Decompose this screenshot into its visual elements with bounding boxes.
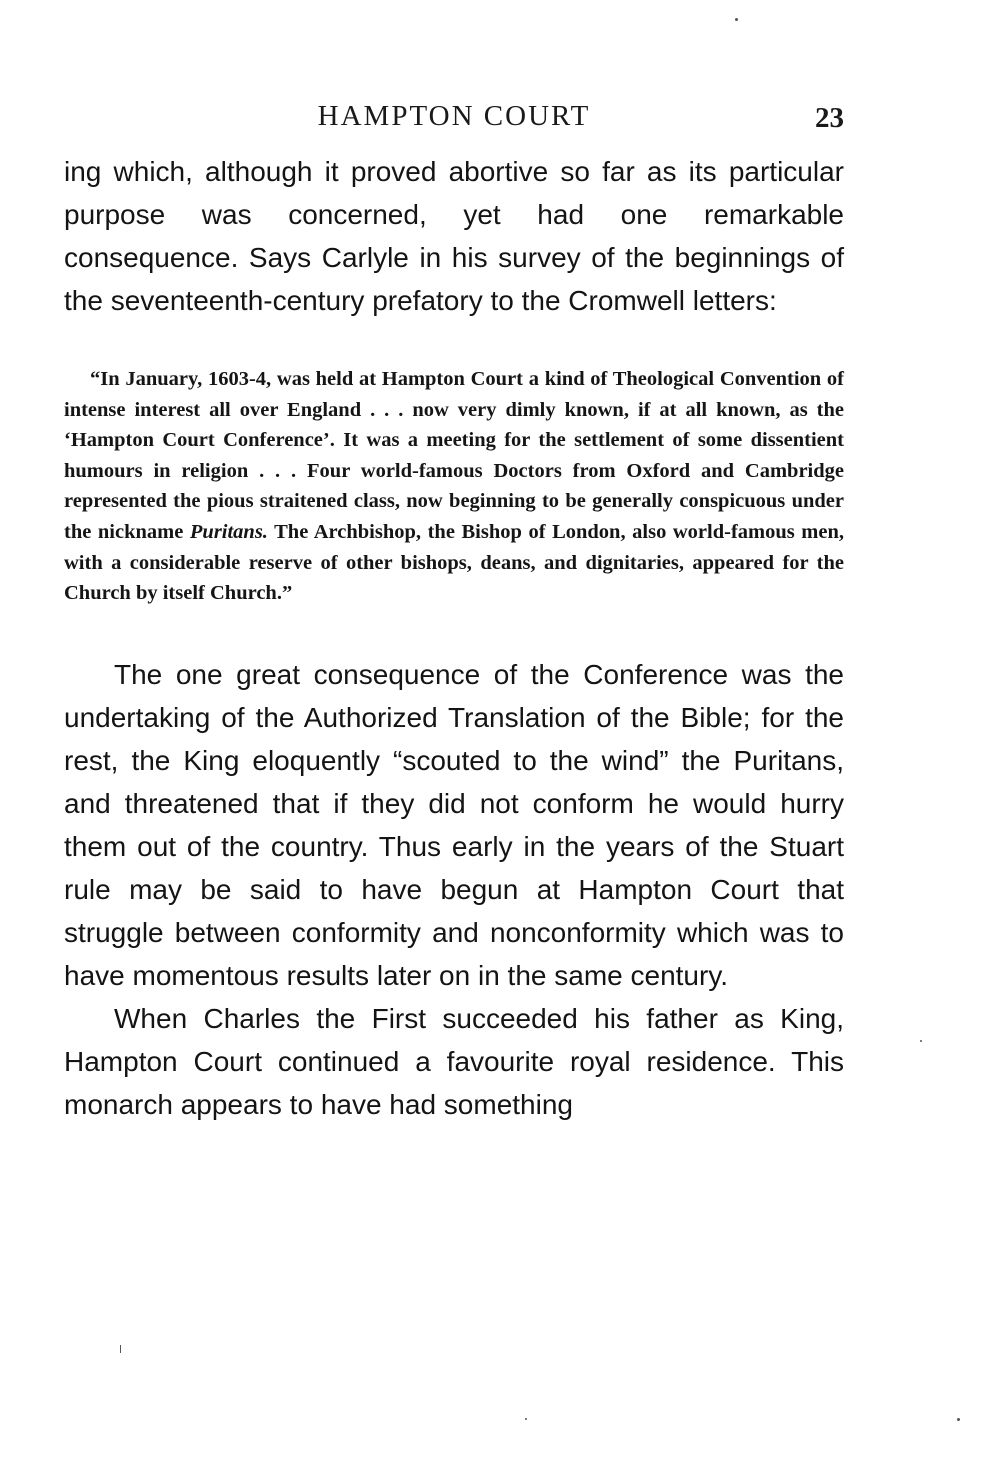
paragraph-charles-first: When Charles the First succeeded his father as King, Hampton Court continued a favourite royal residence. This monarch appears to have had something xyxy=(64,1002,844,1120)
running-head xyxy=(64,96,844,140)
quote-italic-term: Puritans. xyxy=(189,520,268,543)
quote-text-before: “In January, 1603-4, was held at Hampton Court a kind of Theological Convention of intense interest all over England . . . now very dimly known, if at all known, as the ‘Hampton Court Conference’. It was a meeting for the settlement of some dissentient humours in religion . . . Four world-famous Doctors from Oxford and Cambridge represented the pious straitened class, now beginning to be generally conspicuous under the nickname xyxy=(64,368,844,543)
scan-speck xyxy=(920,1040,922,1042)
page-number: 23 xyxy=(815,102,844,134)
running-title: HAMPTON COURT xyxy=(317,100,591,132)
scan-speck xyxy=(120,1345,121,1353)
book-page xyxy=(64,96,844,1126)
paragraph-conference-consequence: The one great consequence of the Conference was the undertaking of the Authorized Translation of the Bible; for the rest, the King eloquently “scouted to the wind” the Puritans, and threatened that if they did not conform he would hurry them out of the country. Thus early in the years of the Stuart rule may be said to have begun at Hampton Court that struggle between conformity and nonconformity which was to have momentous results later on in the same century. xyxy=(64,658,844,991)
paragraph-continued: ing which, although it proved abortive so far as its particular purpose was concerned, yet had one remarkable consequence. Says Carlyle in his survey of the beginnings of the seventeenth-century prefatory to the Cromwell letters: xyxy=(64,156,844,316)
scan-speck xyxy=(957,1418,960,1421)
carlyle-quotation xyxy=(64,364,844,609)
quote-text-after: The Archbishop, the Bishop of London, also world-famous men, with a considerable reserve of other bishops, deans, and dignitaries, appeared for the Church by itself Church.” xyxy=(64,520,845,605)
scan-speck xyxy=(735,18,738,21)
scan-speck xyxy=(525,1418,527,1420)
